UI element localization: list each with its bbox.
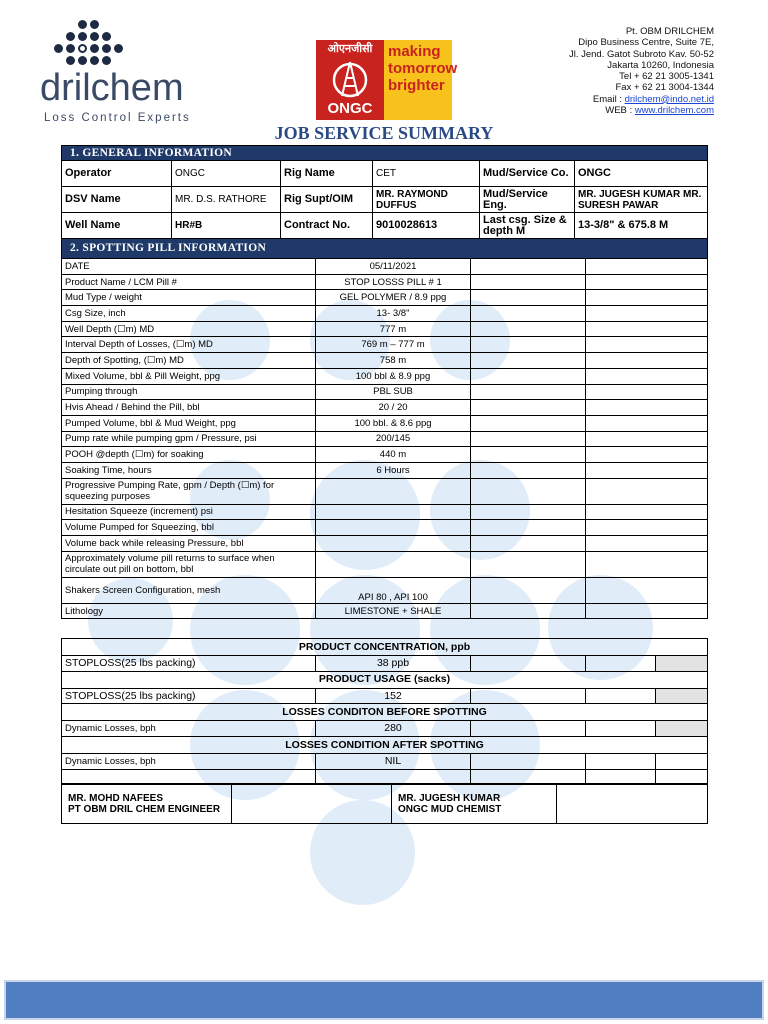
section-heading-spotting: 2. SPOTTING PILL INFORMATION <box>62 239 708 259</box>
table-row <box>62 551 708 577</box>
row-label: Well Depth (☐m) MD <box>62 321 316 337</box>
product-losses-table <box>61 638 708 785</box>
losses-before-heading: LOSSES CONDITON BEFORE SPOTTING <box>62 704 708 721</box>
table-row: Operator ONGC Rig Name CET Mud/Service Co. ONGC <box>62 161 708 187</box>
table-row: STOPLOSS(25 lbs packing) 38 ppb <box>62 656 708 672</box>
chemist-signature: MR. JUGESH KUMAR ONGC MUD CHEMIST <box>392 784 557 824</box>
table-row: DSV Name MR. D.S. RATHORE Rig Supt/OIM MR. RAYMOND DUFFUS Mud/Service Eng. MR. JUGESH KUMAR MR. SURESH PAWAR <box>62 187 708 213</box>
row-label: Volume Pumped for Squeezing, bbl <box>62 520 316 536</box>
table-row <box>62 353 708 369</box>
engineer-signature: MR. MOHD NAFEES PT OBM DRIL CHEM ENGINEER <box>62 784 232 824</box>
row-label: Mixed Volume, bbl & Pill Weight, ppg <box>62 368 316 384</box>
ongc-hindi-text: ओएनजीसी <box>327 43 373 55</box>
logo-wordmark: drilchem <box>40 67 184 109</box>
page-title: JOB SERVICE SUMMARY <box>274 123 494 143</box>
table-row <box>62 447 708 463</box>
row-label: Interval Depth of Losses, (☐m) MD <box>62 337 316 353</box>
ongc-logo <box>316 40 458 120</box>
row-value: 769 m – 777 m <box>316 337 471 353</box>
row-value <box>316 478 471 504</box>
row-value <box>316 520 471 536</box>
drilchem-dots-icon <box>54 20 154 70</box>
row-label: Soaking Time, hours <box>62 462 316 478</box>
row-value: 758 m <box>316 353 471 369</box>
table-row: Dynamic Losses, bph NIL <box>62 754 708 770</box>
logo-tagline: Loss Control Experts <box>44 112 191 124</box>
table-row <box>62 462 708 478</box>
table-row <box>62 321 708 337</box>
table-row: Dynamic Losses, bph 280 <box>62 721 708 737</box>
row-value: GEL POLYMER / 8.9 ppg <box>316 290 471 306</box>
general-info-table <box>61 145 708 239</box>
row-value: PBL SUB <box>316 384 471 400</box>
row-label: Lithology <box>62 603 316 619</box>
section-heading-general: 1. GENERAL INFORMATION <box>62 146 708 161</box>
row-value: 100 bbl. & 8.6 ppg <box>316 415 471 431</box>
table-row <box>62 431 708 447</box>
ongc-name: ONGC <box>327 100 373 117</box>
table-row <box>62 603 708 619</box>
signature-table <box>61 783 708 824</box>
row-label: Pump rate while pumping gpm / Pressure, psi <box>62 431 316 447</box>
row-value: 200/145 <box>316 431 471 447</box>
row-value: 100 bbl & 8.9 ppg <box>316 368 471 384</box>
row-label: Mud Type / weight <box>62 290 316 306</box>
row-value: 777 m <box>316 321 471 337</box>
row-label: Volume back while releasing Pressure, bbl <box>62 536 316 552</box>
company-address: Pt. OBM DRILCHEM Dipo Business Centre, Suite 7E, Jl. Jend. Gatot Subroto Kav. 50-52 Jakarta 10260, Indonesia Tel + 62 21 3005-1341 Fax + 62 21 3004-1344 Email : drilchem@indo.net.id WEB : www.drilchem.com <box>568 26 714 117</box>
table-row <box>62 520 708 536</box>
row-label: Approximately volume pill returns to surface when circulate out pill on bottom, bbl <box>62 551 316 577</box>
row-value: LIMESTONE + SHALE <box>316 603 471 619</box>
ongc-slogan: making tomorrow brighter <box>388 43 458 94</box>
product-usage-heading: PRODUCT USAGE (sacks) <box>62 671 708 688</box>
table-row <box>62 290 708 306</box>
row-label: Progressive Pumping Rate, gpm / Depth (☐m) for squeezing purposes <box>62 478 316 504</box>
drilchem-logo <box>40 18 210 124</box>
row-value: 05/11/2021 <box>316 259 471 275</box>
row-value: STOP LOSSS PILL # 1 <box>316 274 471 290</box>
row-label: Product Name / LCM Pill # <box>62 274 316 290</box>
row-label: DATE <box>62 259 316 275</box>
row-value <box>316 551 471 577</box>
web-link[interactable]: www.drilchem.com <box>634 105 714 117</box>
footer-bar <box>4 980 764 1020</box>
table-row <box>62 306 708 322</box>
table-row <box>62 536 708 552</box>
table-row: STOPLOSS(25 lbs packing) 152 <box>62 688 708 704</box>
table-row <box>62 337 708 353</box>
table-row <box>62 504 708 520</box>
row-value <box>316 504 471 520</box>
losses-after-heading: LOSSES CONDITION AFTER SPOTTING <box>62 737 708 754</box>
table-row <box>62 400 708 416</box>
table-row <box>62 415 708 431</box>
row-value: 440 m <box>316 447 471 463</box>
row-label: Hvis Ahead / Behind the Pill, bbl <box>62 400 316 416</box>
table-row <box>62 368 708 384</box>
row-value: 6 Hours <box>316 462 471 478</box>
table-row <box>62 274 708 290</box>
row-label: Hesitation Squeeze (increment) psi <box>62 504 316 520</box>
table-row <box>62 577 708 603</box>
email-link[interactable]: drilchem@indo.net.id <box>624 93 714 105</box>
table-row <box>62 478 708 504</box>
row-label: Shakers Screen Configuration, mesh <box>62 577 316 603</box>
row-label: Pumping through <box>62 384 316 400</box>
table-row: Well Name HR#B Contract No. 9010028613 Last csg. Size & depth M 13-3/8" & 675.8 M <box>62 213 708 239</box>
row-value: 13- 3/8" <box>316 306 471 322</box>
product-concentration-heading: PRODUCT CONCENTRATION, ppb <box>62 639 708 656</box>
row-value: API 80 , API 100 <box>316 577 471 603</box>
row-label: POOH @depth (☐m) for soaking <box>62 447 316 463</box>
row-label: Depth of Spotting, (☐m) MD <box>62 353 316 369</box>
ongc-derrick-icon <box>330 58 370 98</box>
row-label: Pumped Volume, bbl & Mud Weight, ppg <box>62 415 316 431</box>
row-label: Csg Size, inch <box>62 306 316 322</box>
row-value: 20 / 20 <box>316 400 471 416</box>
spotting-pill-table <box>61 238 708 619</box>
table-row <box>62 384 708 400</box>
table-row <box>62 259 708 275</box>
row-value <box>316 536 471 552</box>
table-row <box>62 784 708 824</box>
